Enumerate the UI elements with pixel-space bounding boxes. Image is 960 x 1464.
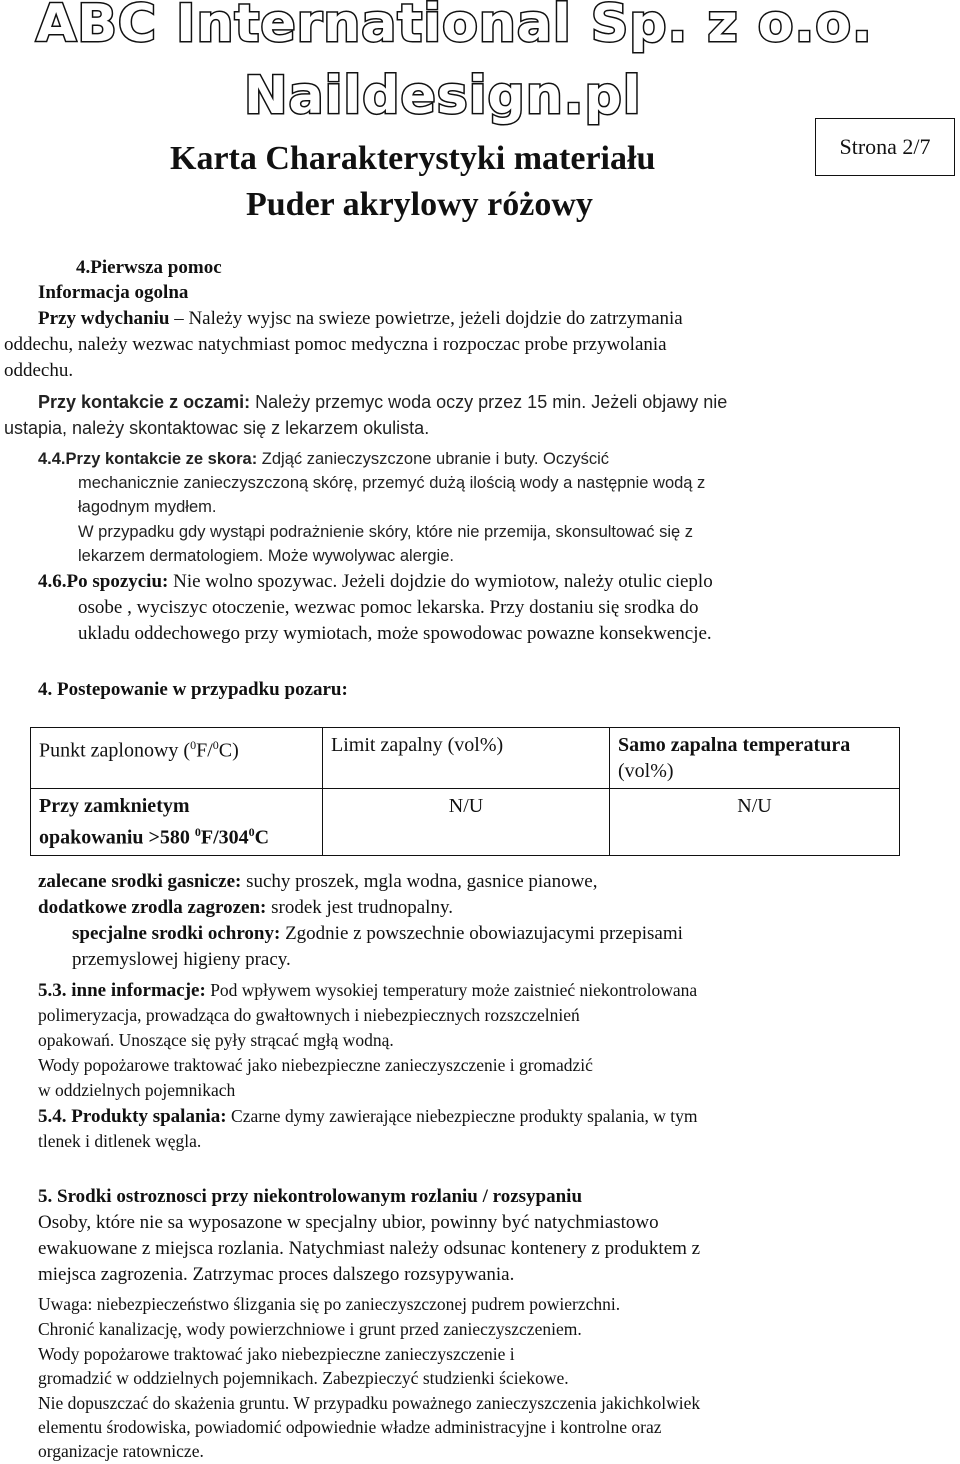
company-logo-text: ABC International Sp. z o.o. bbox=[36, 0, 873, 54]
skin-contact-line: mechanicznie zanieczyszczoną skórę, przemyć dużą ilością wody a następnie wodą z bbox=[78, 474, 706, 492]
other-info-line: w oddzielnych pojemnikach bbox=[38, 1080, 236, 1100]
spill-text-line: Chronić kanalizację, wody powierzchniowe i grunt przed zanieczyszczeniem. bbox=[38, 1319, 582, 1339]
spill-text-line: ewakuowane z miejsca rozlania. Natychmiast należy odsunac kontenery z produktem z bbox=[38, 1238, 701, 1259]
section-heading: 4.Pierwsza pomoc bbox=[76, 257, 222, 278]
section-heading: 4. Postepowanie w przypadku pozaru: bbox=[38, 679, 348, 700]
spill-text-line: Wody popożarowe traktować jako niebezpieczne zanieczyszczenie i bbox=[38, 1344, 515, 1364]
document-title: Karta Charakterystyki materiału bbox=[170, 140, 656, 177]
eye-contact-line: Przy kontakcie z oczami: Należy przemyc woda oczy przez 15 min. Jeżeli objawy nie bbox=[38, 392, 728, 412]
website-logo-text: Naildesign.pl bbox=[244, 66, 642, 126]
table-row bbox=[31, 728, 900, 789]
combustion-products-line: tlenek i ditlenek węgla. bbox=[38, 1131, 202, 1151]
ingestion-line: ukladu oddechowego przy wymiotach, może spowodowac powazne konsekwencje. bbox=[78, 623, 712, 644]
section-heading: 5. Srodki ostroznosci przy niekontrolowanym rozlaniu / rozsypaniu bbox=[38, 1186, 583, 1207]
skin-contact-line: lekarzem dermatologiem. Może wywolywac alergie. bbox=[78, 547, 454, 565]
table-cell: N/U bbox=[323, 789, 610, 856]
other-info-line: Wody popożarowe traktować jako niebezpieczne zanieczyszczenie i gromadzić bbox=[38, 1055, 593, 1075]
combustion-products-line: 5.4. Produkty spalania: Czarne dymy zawierające niebezpieczne produkty spalania, w tym bbox=[38, 1106, 698, 1127]
ingestion-line: osobe , wyciszyc otoczenie, wezwac pomoc lekarska. Przy dostaniu się srodka do bbox=[78, 597, 699, 618]
spill-text-line: Osoby, które nie sa wyposazone w specjalny ubior, powinny być natychmiastowo bbox=[38, 1212, 659, 1233]
page-number-box bbox=[815, 118, 955, 176]
table-cell: N/U bbox=[610, 789, 900, 856]
spill-text-line: elementu środowiska, powiadomić odpowiednie władze administracyjne i kontrolne oraz bbox=[38, 1417, 662, 1437]
product-name: Puder akrylowy różowy bbox=[246, 186, 593, 223]
page-number: Strona 2/7 bbox=[839, 134, 931, 159]
protection-line: specjalne srodki ochrony: Zgodnie z powszechnie obowiazujacymi przepisami bbox=[72, 923, 683, 944]
table-header-cell: Samo zapalna temperatura (vol%) bbox=[610, 728, 900, 789]
other-info-line: polimeryzacja, prowadząca do gwałtownych i niebezpiecznych rozszczelnień bbox=[38, 1005, 580, 1025]
other-info-line: 5.3. inne informacje: Pod wpływem wysokiej temperatury może zaistnieć niekontrolowana bbox=[38, 980, 698, 1001]
ingestion-line: 4.6.Po spozyciu: Nie wolno spozywac. Jeżeli dojdzie do wymiotow, należy otulic cieplo bbox=[38, 571, 713, 592]
protection-line: przemyslowej higieny pracy. bbox=[72, 949, 291, 970]
extinguishing-media-line: zalecane srodki gasnicze: suchy proszek, mgla wodna, gasnice pianowe, bbox=[38, 871, 598, 892]
eye-contact-line: ustapia, należy skontaktowac się z lekarzem okulista. bbox=[4, 418, 430, 438]
inhalation-line: Przy wdychaniu – Należy wyjsc na swieze powietrze, jeżeli dojdzie do zatrzymania bbox=[38, 308, 683, 329]
spill-text-line: gromadzić w oddzielnych pojemnikach. Zabezpieczyć studzienki ściekowe. bbox=[38, 1368, 569, 1388]
spill-text-line: Uwaga: niebezpieczeństwo ślizgania się po zanieczyszczonej pudrem powierzchni. bbox=[38, 1294, 621, 1314]
spill-text-line: organizacje ratownicze. bbox=[38, 1441, 204, 1461]
table-row bbox=[31, 789, 900, 856]
table-cell: Przy zamknietym opakowaniu >580 $^0F/304^0C$ bbox=[31, 789, 323, 856]
general-info-heading: Informacja ogolna bbox=[38, 282, 189, 303]
skin-contact-line: 4.4.Przy kontakcie ze skora: Zdjąć zanieczyszczone ubranie i buty. Oczyścić bbox=[38, 450, 610, 468]
table-header-cell: Limit zapalny (vol%) bbox=[323, 728, 610, 789]
skin-contact-line: łagodnym mydłem. bbox=[78, 498, 217, 516]
flammability-table bbox=[30, 727, 900, 856]
inhalation-line: oddechu. bbox=[4, 360, 74, 381]
spill-text-line: Nie dopuszczać do skażenia gruntu. W przypadku poważnego zanieczyszczenia jakichkolwiek bbox=[38, 1393, 701, 1413]
other-info-line: opakowań. Unoszące się pyły strącać mgłą wodną. bbox=[38, 1030, 394, 1050]
skin-contact-line: W przypadku gdy wystąpi podrażnienie skóry, które nie przemija, skonsultować się z bbox=[78, 523, 694, 541]
inhalation-line: oddechu, należy wezwac natychmiast pomoc medyczna i rozpoczac probe przywolania bbox=[4, 334, 667, 355]
additional-hazards-line: dodatkowe zrodla zagrozen: srodek jest trudnopalny. bbox=[38, 897, 453, 918]
spill-text-line: miejsca zagrozenia. Zatrzymac proces dalszego rozsypywania. bbox=[38, 1264, 515, 1285]
table-header-cell: Punkt zaplonowy ($^0$F/$^0$C) bbox=[31, 728, 323, 789]
